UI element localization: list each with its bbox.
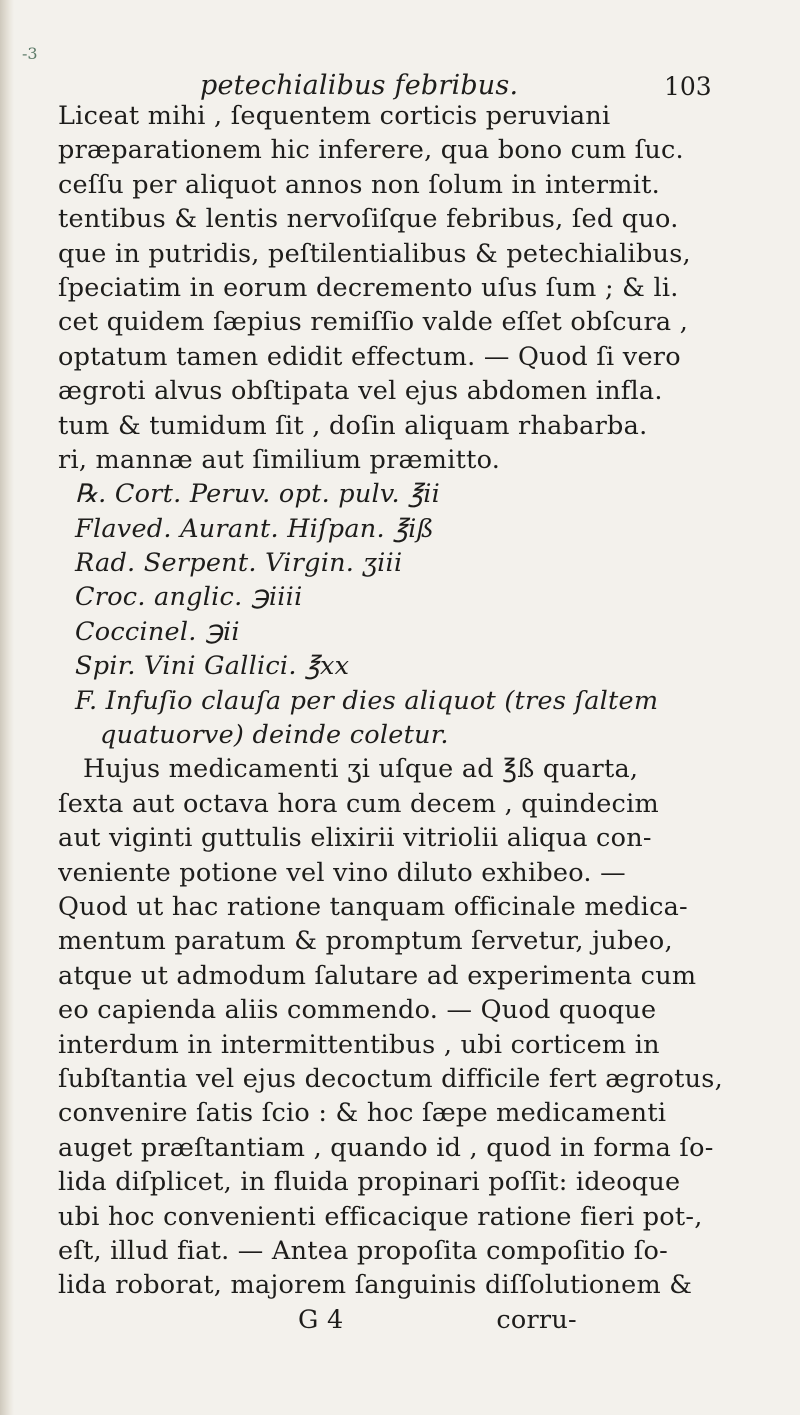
page-footer [58, 1303, 783, 1337]
recipe-line: Croc. anglic. ℈iiii [75, 582, 303, 613]
text-line: atque ut admodum ſalutare ad experimenta cum [58, 960, 697, 991]
text-line: tum & tumidum ſit , doſin aliquam rhabarba. [58, 410, 648, 441]
text-line: ſubſtantia vel ejus decoctum difficile fert ægrotus, [58, 1063, 723, 1094]
recipe-line: ℞. Cort. Peruv. opt. pulv. ℥ii [75, 479, 441, 510]
text-line: convenire ſatis ſcio : & hoc ſæpe medicamenti [58, 1098, 667, 1129]
page-number: 103 [664, 72, 712, 101]
running-title: petechialibus febribus. [200, 70, 519, 101]
text-line: ſexta aut octava hora cum decem , quindecim [58, 788, 659, 819]
text-line: Hujus medicamenti ʒi uſque ad ℥ß quarta, [83, 754, 639, 785]
text-line: auget præſtantiam , quando id , quod in forma ſo- [58, 1132, 714, 1163]
text-line: ægroti alvus obſtipata vel ejus abdomen infla. [58, 376, 663, 407]
signature-mark: G 4 [298, 1304, 344, 1335]
recipe-line: Coccinel. ℈ii [75, 616, 240, 647]
corner-mark: -3 [22, 44, 38, 63]
text-line: lida roborat, majorem ſanguinis diſſolutionem & [58, 1270, 693, 1301]
text-line: ceſſu per aliquot annos non ſolum in intermit. [58, 169, 660, 200]
text-line: que in putridis, peſtilentialibus & petechialibus, [58, 238, 691, 269]
text-line: eo capienda aliis commendo. — Quod quoque [58, 995, 657, 1026]
text-line: veniente potione vel vino diluto exhibeo. — [58, 857, 626, 888]
text-line: tentibus & lentis nervoſiſque febribus, ſed quo. [58, 204, 679, 235]
catchword: corru- [496, 1304, 577, 1335]
recipe-line: Spir. Vini Gallici. ℥xx [75, 651, 350, 682]
recipe-line: F. Infuſio clauſa per dies aliquot (tres ſaltem [75, 685, 659, 716]
recipe-line: quatuorve) deinde coletur. [100, 720, 449, 751]
recipe-line: Rad. Serpent. Virgin. ʒiii [75, 548, 403, 579]
text-line: Liceat mihi , ſequentem corticis peruviani [58, 101, 611, 131]
text-line: præparationem hic inferere, qua bono cum ſuc. [58, 135, 684, 166]
text-line: Quod ut hac ratione tanquam officinale medica- [58, 891, 688, 922]
text-line: aut viginti guttulis elixirii vitriolii aliqua con- [58, 823, 652, 854]
text-line: cet quidem ſæpius remiſſio valde eſſet obſcura , [58, 307, 689, 338]
body-text [58, 99, 783, 1337]
text-line: mentum paratum & promptum ſervetur, jubeo, [58, 926, 673, 957]
text-line: lida diſplicet, in fluida propinari poſſit: ideoque [58, 1167, 681, 1198]
text-line: interdum in intermittentibus , ubi corticem in [58, 1029, 660, 1060]
text-line: optatum tamen edidit effectum. — Quod ſi vero [58, 341, 681, 372]
text-line: ri, mannæ aut ſimilium præmitto. [58, 444, 501, 475]
text-line: eſt, illud fiat. — Antea propoſita compoſitio ſo- [58, 1235, 668, 1266]
text-line: ſpeciatim in eorum decremento uſus ſum ; & li. [58, 272, 679, 303]
recipe-line: Flaved. Aurant. Hiſpan. ℥iß [75, 513, 434, 544]
page-gutter-shadow [0, 0, 14, 1415]
text-line: ubi hoc convenienti efficacique ratione fieri pot-, [58, 1201, 703, 1232]
